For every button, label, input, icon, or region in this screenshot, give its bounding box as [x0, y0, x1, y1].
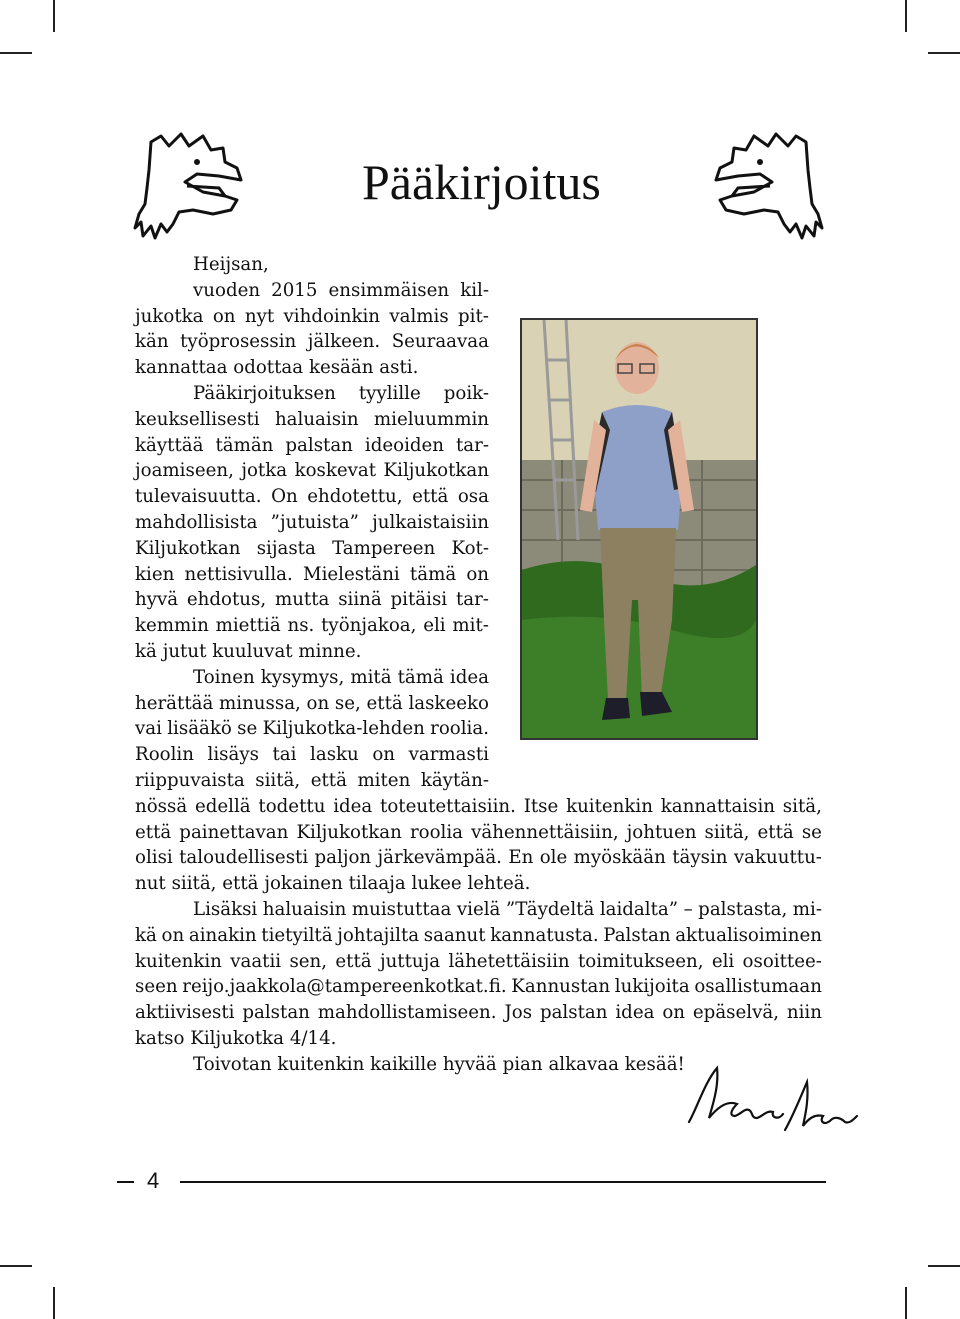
body-text-line: Lisäksi haluaisin muistuttaa vielä ”Täydeltä laidalta” – palstasta, mi-: [193, 899, 822, 920]
page-number: 4: [147, 1168, 160, 1193]
body-text-line: tulevaisuutta. On ehdotettu, että osa: [135, 486, 489, 508]
footer-rule-left: [117, 1181, 134, 1183]
crop-mark: [928, 52, 960, 54]
body-text-line: herättää minussa, on se, että laskeeko: [135, 692, 489, 714]
footer-rule-right: [180, 1181, 826, 1183]
body-text-line: Toinen kysymys, mitä tämä idea: [193, 666, 489, 688]
body-text-line: keuksellisesti haluaisin mieluummin: [135, 408, 489, 430]
signature: [683, 1060, 863, 1144]
body-text-line: kä jutut kuuluvat minne.: [135, 641, 362, 662]
crop-mark: [928, 1265, 960, 1267]
body-text-line: Roolin lisäys tai lasku on varmasti: [135, 744, 489, 766]
body-text-line: Pääkirjoituksen tyylille poik-: [193, 383, 489, 404]
page-title: Pääkirjoitus: [362, 154, 601, 210]
body-text-line: joamiseen, jotka koskevat Kiljukotkan: [135, 460, 489, 482]
body-text-line: olisi taloudellisesti paljon järkevämpää. En ole myöskään täysin vakuuttu-: [135, 847, 822, 869]
crop-mark: [0, 52, 32, 54]
body-text-line: Toivotan kuitenkin kaikille hyvää pian alkavaa kesää!: [193, 1053, 685, 1075]
body-text-line: mahdollisista ”jutuista” julkaistaisiin: [135, 512, 489, 533]
body-text-line: seen reijo.jaakkola@tampereenkotkat.fi. Kannustan lukijoita osallistumaan: [135, 976, 822, 998]
crop-mark: [53, 0, 55, 32]
body-text-line: Heijsan,: [193, 254, 269, 275]
eagle-head-icon: [712, 128, 824, 246]
crop-mark: [0, 1265, 32, 1267]
body-text-line: kemmin miettiä ns. työnjakoa, eli mit-: [135, 615, 489, 637]
body-text-line: aktiivisesti palstan mahdollistamiseen. Jos palstan idea on epäselvä, niin: [135, 1002, 822, 1024]
body-text-line: hyvä ehdotus, mutta siinä pitäisi tar-: [135, 589, 489, 611]
body-text-line: kannattaa odottaa kesään asti.: [135, 357, 419, 379]
crop-mark: [53, 1287, 55, 1319]
body-text-line: kän työprosessin jälkeen. Seuraavaa: [135, 331, 489, 353]
body-text-line: että painettavan Kiljukotkan roolia vähennettäisiin, johtuen siitä, että se: [135, 821, 822, 843]
eagle-head-icon: [133, 128, 245, 246]
body-text-line: Kiljukotkan sijasta Tampereen Kot-: [135, 537, 489, 559]
body-text-line: nössä edellä todettu idea toteutettaisiin. Itse kuitenkin kannattaisin sitä,: [135, 795, 822, 817]
author-photo: [520, 318, 758, 740]
body-text-line: kuitenkin vaatii sen, että juttuja lähetettäisiin toimitukseen, eli osoittee-: [135, 950, 822, 972]
body-text-line: riippuvaista siitä, että miten käytän-: [135, 770, 489, 791]
body-text-line: käyttää tämän palstan ideoiden tar-: [135, 434, 489, 456]
body-text-line: katso Kiljukotka 4/14.: [135, 1028, 337, 1049]
body-text-line: kien nettisivulla. Mielestäni tämä on: [135, 563, 489, 585]
body-text-line: nut siitä, että jokainen tilaaja lukee lehteä.: [135, 873, 531, 895]
body-text-line: jukotka on nyt vihdoinkin valmis pit-: [135, 305, 489, 327]
body-text-line: vai lisääkö se Kiljukotka-lehden roolia.: [135, 718, 489, 740]
crop-mark: [905, 0, 907, 32]
crop-mark: [905, 1287, 907, 1319]
body-text-line: vuoden 2015 ensimmäisen kil-: [193, 279, 489, 301]
body-text-line: kä on ainakin tietyiltä johtajilta saanut kannatusta. Palstan aktualisoiminen: [135, 924, 822, 946]
